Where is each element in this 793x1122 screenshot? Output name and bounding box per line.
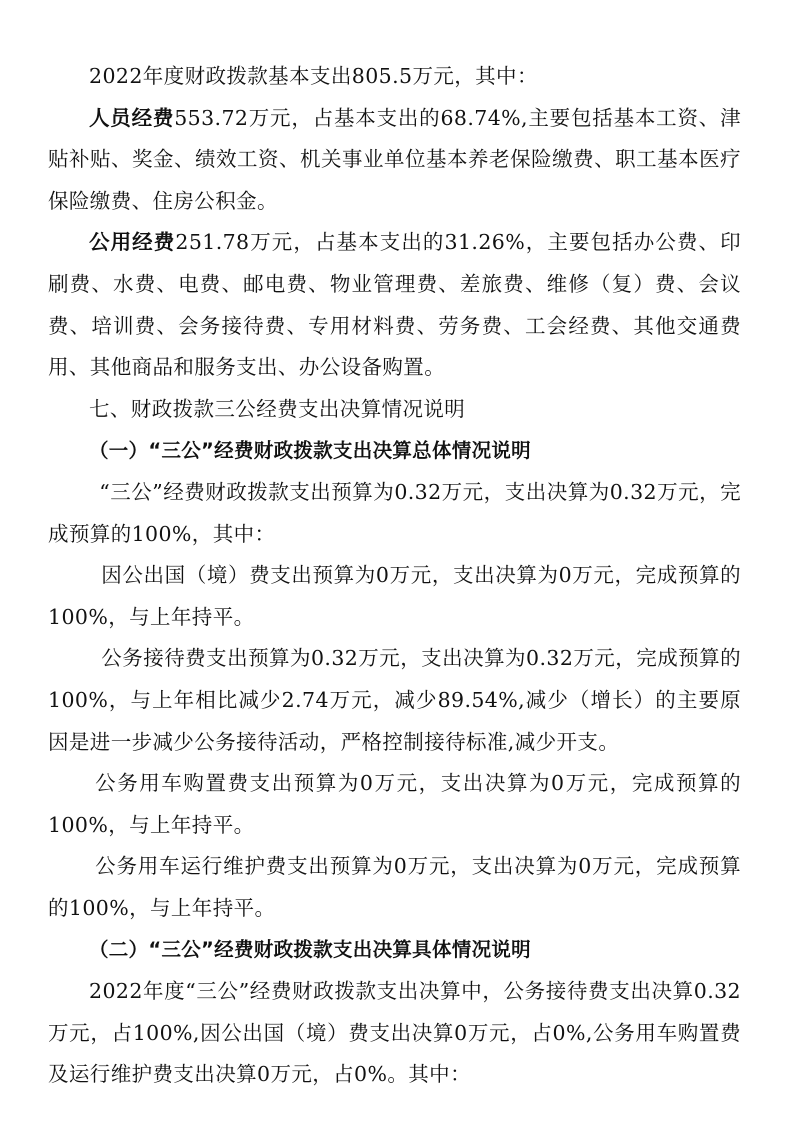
paragraph-personnel-expenses (48, 98, 741, 223)
public-expenses-text: 251.78万元，占基本支出的31.26%，主要包括办公费、印刷费、水费、电费、邮电费、物业管理费、差旅费、维修（复）费、会议费、培训费、会务接待费、专用材料费、劳务费、工会经费、其他交通费用、其他商品和服务支出、办公设备购置。 (48, 230, 741, 380)
paragraph-overseas-travel: 因公出国（境）费支出预算为0万元，支出决算为0万元，完成预算的100%，与上年持平。 (48, 563, 741, 629)
paragraph-official-reception: 公务接待费支出预算为0.32万元，支出决算为0.32万元，完成预算的100%，与上年相比减少2.74万元，减少89.54%,减少（增长）的主要原因是进一步减少公务接待活动，严格控制接待标准,减少开支。 (48, 646, 741, 754)
term-personnel-expenses: 人员经费 (89, 105, 175, 130)
section-heading-7: 七、财政拨款三公经费支出决算情况说明 (89, 396, 466, 421)
paragraph-vehicle-operation: 公务用车运行维护费支出预算为0万元，支出决算为0万元，完成预算的100%，与上年持平。 (48, 854, 741, 920)
personnel-expenses-text: 553.72万元，占基本支出的68.74%,主要包括基本工资、津贴补贴、奖金、绩效工资、机关事业单位基本养老保险缴费、职工基本医疗保险缴费、住房公积金。 (48, 105, 741, 213)
paragraph-three-public-detail: 2022年度“三公”经费财政拨款支出决算中，公务接待费支出决算0.32万元，占100%,因公出国（境）费支出决算0万元，占0%,公务用车购置费及运行维护费支出决算0万元，占0%。其中： (48, 979, 741, 1087)
term-public-expenses: 公用经费 (89, 230, 176, 255)
subsection-heading-detail: （二）“三公”经费财政拨款支出决算具体情况说明 (88, 938, 531, 962)
subsection-heading-overall: （一）“三公”经费财政拨款支出决算总体情况说明 (88, 439, 531, 463)
paragraph-three-public-overall: “三公”经费财政拨款支出预算为0.32万元，支出决算为0.32万元，完成预算的100%，其中： (48, 479, 741, 546)
paragraph-vehicle-purchase: 公务用车购置费支出预算为0万元，支出决算为0万元，完成预算的100%，与上年持平。 (48, 771, 741, 837)
paragraph-basic-expenditure: 2022年度财政拨款基本支出805.5万元，其中： (89, 64, 538, 88)
paragraph-public-expenses (48, 222, 741, 388)
